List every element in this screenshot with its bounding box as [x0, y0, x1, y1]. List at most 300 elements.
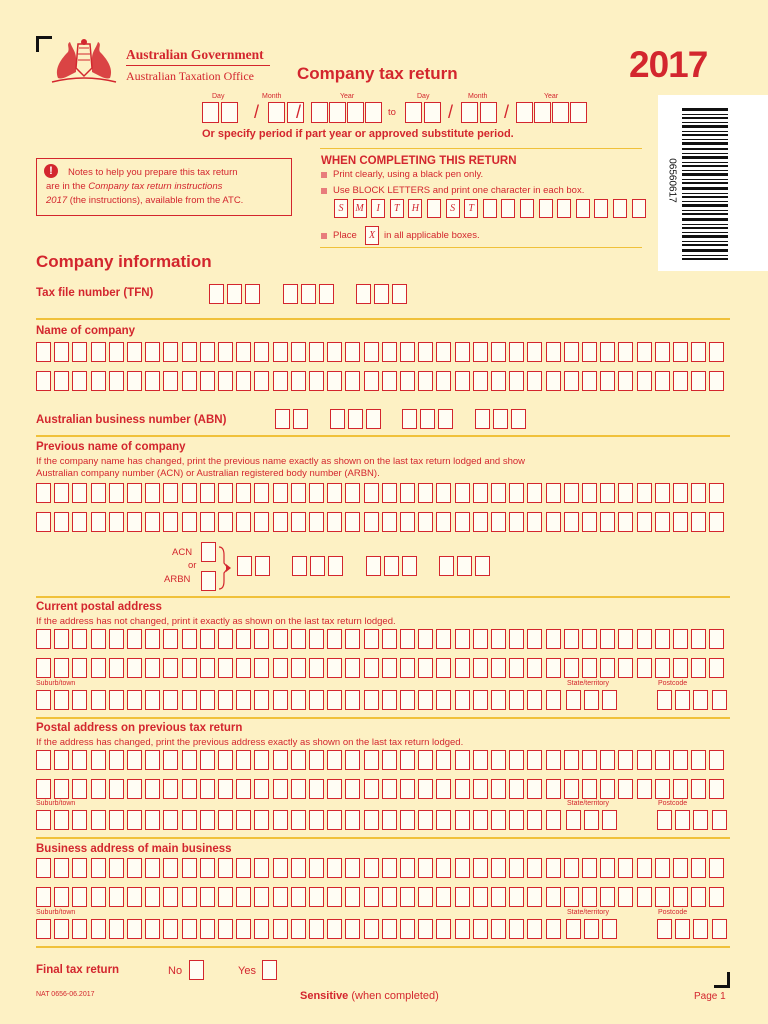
prev-postal-address-box[interactable] [327, 779, 342, 799]
company-name-box[interactable] [455, 342, 470, 362]
business-address-box[interactable] [91, 858, 106, 878]
company-name-box[interactable] [527, 371, 542, 391]
prev-postal-suburb-box[interactable] [163, 810, 178, 830]
prev-name-box[interactable] [236, 512, 251, 532]
business-address-box[interactable] [182, 858, 197, 878]
prev-postal-address-box[interactable] [564, 779, 579, 799]
prev-name-box[interactable] [491, 512, 506, 532]
company-name-box[interactable] [546, 342, 561, 362]
prev-postal-address-box[interactable] [291, 750, 306, 770]
company-name-box[interactable] [345, 371, 360, 391]
prev-postal-address-box[interactable] [691, 750, 706, 770]
prev-postal-address-box[interactable] [145, 779, 160, 799]
business-suburb-box[interactable] [509, 919, 524, 939]
abn-box[interactable] [402, 409, 417, 429]
business-address-box[interactable] [564, 858, 579, 878]
business-postcode-box[interactable] [712, 919, 727, 939]
prev-name-box[interactable] [72, 483, 87, 503]
business-suburb-box[interactable] [546, 919, 561, 939]
postal-address-box[interactable] [546, 629, 561, 649]
prev-name-box[interactable] [582, 512, 597, 532]
postal-suburb-box[interactable] [72, 690, 87, 710]
prev-name-box[interactable] [618, 512, 633, 532]
business-address-box[interactable] [109, 858, 124, 878]
postal-address-box[interactable] [182, 658, 197, 678]
company-name-box[interactable] [618, 342, 633, 362]
postal-address-box[interactable] [273, 629, 288, 649]
prev-postal-address-box[interactable] [400, 779, 415, 799]
business-address-box[interactable] [36, 858, 51, 878]
postal-address-box[interactable] [564, 658, 579, 678]
postal-suburb-box[interactable] [218, 690, 233, 710]
prev-postal-address-box[interactable] [54, 750, 69, 770]
prev-postal-address-box[interactable] [54, 779, 69, 799]
business-address-box[interactable] [400, 887, 415, 907]
postal-address-box[interactable] [327, 629, 342, 649]
postal-address-box[interactable] [473, 658, 488, 678]
prev-postal-address-box[interactable] [618, 750, 633, 770]
prev-postal-address-box[interactable] [600, 750, 615, 770]
business-address-box[interactable] [582, 887, 597, 907]
prev-postal-address-box[interactable] [564, 750, 579, 770]
prev-name-box[interactable] [400, 483, 415, 503]
final-no-checkbox[interactable] [189, 960, 204, 980]
prev-postal-address-box[interactable] [273, 779, 288, 799]
business-address-box[interactable] [254, 887, 269, 907]
prev-name-box[interactable] [655, 512, 670, 532]
prev-name-box[interactable] [54, 512, 69, 532]
prev-postal-postcode-box[interactable] [712, 810, 727, 830]
business-address-box[interactable] [655, 858, 670, 878]
postal-address-box[interactable] [200, 629, 215, 649]
company-name-box[interactable] [691, 342, 706, 362]
company-name-box[interactable] [291, 342, 306, 362]
prev-postal-address-box[interactable] [145, 750, 160, 770]
company-name-box[interactable] [527, 342, 542, 362]
prev-postal-postcode-box[interactable] [675, 810, 690, 830]
abn-box[interactable] [475, 409, 490, 429]
postal-suburb-box[interactable] [527, 690, 542, 710]
postal-address-box[interactable] [91, 658, 106, 678]
prev-name-box[interactable] [327, 512, 342, 532]
business-address-box[interactable] [109, 887, 124, 907]
business-address-box[interactable] [691, 858, 706, 878]
tfn-box[interactable] [392, 284, 407, 304]
prev-name-box[interactable] [254, 512, 269, 532]
postal-address-box[interactable] [163, 629, 178, 649]
company-name-box[interactable] [273, 371, 288, 391]
business-address-box[interactable] [691, 887, 706, 907]
acn-box[interactable] [328, 556, 343, 576]
period-from-year-box[interactable] [347, 102, 364, 123]
business-suburb-box[interactable] [327, 919, 342, 939]
prev-name-box[interactable] [491, 483, 506, 503]
company-name-box[interactable] [163, 371, 178, 391]
prev-name-box[interactable] [709, 483, 724, 503]
business-address-box[interactable] [200, 887, 215, 907]
prev-postal-address-box[interactable] [163, 779, 178, 799]
postal-state-box[interactable] [584, 690, 599, 710]
company-name-box[interactable] [327, 342, 342, 362]
company-name-box[interactable] [327, 371, 342, 391]
postal-suburb-box[interactable] [364, 690, 379, 710]
business-address-box[interactable] [527, 887, 542, 907]
business-suburb-box[interactable] [254, 919, 269, 939]
period-to-month-box[interactable] [480, 102, 497, 123]
prev-name-box[interactable] [673, 512, 688, 532]
prev-postal-address-box[interactable] [509, 779, 524, 799]
postal-postcode-box[interactable] [675, 690, 690, 710]
prev-name-box[interactable] [200, 512, 215, 532]
business-address-box[interactable] [345, 858, 360, 878]
postal-suburb-box[interactable] [345, 690, 360, 710]
company-name-box[interactable] [200, 371, 215, 391]
prev-name-box[interactable] [527, 512, 542, 532]
prev-name-box[interactable] [291, 512, 306, 532]
prev-name-box[interactable] [145, 512, 160, 532]
prev-postal-address-box[interactable] [236, 750, 251, 770]
prev-name-box[interactable] [473, 483, 488, 503]
business-address-box[interactable] [273, 858, 288, 878]
tfn-box[interactable] [209, 284, 224, 304]
company-name-box[interactable] [127, 342, 142, 362]
postal-suburb-box[interactable] [291, 690, 306, 710]
business-address-box[interactable] [127, 858, 142, 878]
prev-postal-address-box[interactable] [364, 779, 379, 799]
tfn-box[interactable] [319, 284, 334, 304]
prev-postal-address-box[interactable] [345, 750, 360, 770]
business-address-box[interactable] [418, 887, 433, 907]
period-to-day-box[interactable] [405, 102, 422, 123]
business-address-box[interactable] [236, 887, 251, 907]
acn-box[interactable] [457, 556, 472, 576]
prev-name-box[interactable] [345, 483, 360, 503]
abn-box[interactable] [493, 409, 508, 429]
prev-name-box[interactable] [91, 483, 106, 503]
tfn-box[interactable] [356, 284, 371, 304]
business-address-box[interactable] [637, 887, 652, 907]
prev-postal-address-box[interactable] [691, 779, 706, 799]
postal-address-box[interactable] [345, 629, 360, 649]
prev-postal-address-box[interactable] [436, 779, 451, 799]
postal-address-box[interactable] [455, 658, 470, 678]
prev-postal-suburb-box[interactable] [200, 810, 215, 830]
business-address-box[interactable] [491, 887, 506, 907]
abn-box[interactable] [438, 409, 453, 429]
prev-postal-address-box[interactable] [72, 750, 87, 770]
prev-name-box[interactable] [382, 512, 397, 532]
prev-name-box[interactable] [91, 512, 106, 532]
prev-name-box[interactable] [691, 512, 706, 532]
prev-postal-suburb-box[interactable] [527, 810, 542, 830]
postal-address-box[interactable] [491, 658, 506, 678]
business-address-box[interactable] [127, 887, 142, 907]
postal-suburb-box[interactable] [309, 690, 324, 710]
prev-postal-state-box[interactable] [566, 810, 581, 830]
business-address-box[interactable] [182, 887, 197, 907]
postal-address-box[interactable] [72, 658, 87, 678]
company-name-box[interactable] [91, 371, 106, 391]
prev-postal-address-box[interactable] [473, 779, 488, 799]
prev-postal-address-box[interactable] [91, 750, 106, 770]
prev-name-box[interactable] [291, 483, 306, 503]
prev-postal-address-box[interactable] [491, 750, 506, 770]
prev-name-box[interactable] [200, 483, 215, 503]
postal-address-box[interactable] [109, 658, 124, 678]
company-name-box[interactable] [473, 371, 488, 391]
postal-suburb-box[interactable] [36, 690, 51, 710]
postal-suburb-box[interactable] [236, 690, 251, 710]
acn-box[interactable] [237, 556, 252, 576]
business-suburb-box[interactable] [418, 919, 433, 939]
postal-suburb-box[interactable] [473, 690, 488, 710]
prev-name-box[interactable] [182, 512, 197, 532]
business-address-box[interactable] [455, 858, 470, 878]
prev-name-box[interactable] [673, 483, 688, 503]
postal-address-box[interactable] [236, 629, 251, 649]
business-postcode-box[interactable] [675, 919, 690, 939]
company-name-box[interactable] [691, 371, 706, 391]
prev-postal-suburb-box[interactable] [291, 810, 306, 830]
company-name-box[interactable] [436, 371, 451, 391]
prev-name-box[interactable] [655, 483, 670, 503]
abn-box[interactable] [348, 409, 363, 429]
company-name-box[interactable] [364, 371, 379, 391]
company-name-box[interactable] [182, 371, 197, 391]
prev-name-box[interactable] [546, 483, 561, 503]
business-address-box[interactable] [655, 887, 670, 907]
prev-postal-address-box[interactable] [527, 779, 542, 799]
company-name-box[interactable] [564, 342, 579, 362]
prev-postal-address-box[interactable] [600, 779, 615, 799]
prev-postal-address-box[interactable] [618, 779, 633, 799]
postal-suburb-box[interactable] [436, 690, 451, 710]
business-address-box[interactable] [709, 858, 724, 878]
business-address-box[interactable] [382, 858, 397, 878]
prev-postal-address-box[interactable] [709, 750, 724, 770]
prev-postal-address-box[interactable] [291, 779, 306, 799]
company-name-box[interactable] [127, 371, 142, 391]
prev-name-box[interactable] [473, 512, 488, 532]
prev-postal-address-box[interactable] [327, 750, 342, 770]
postal-address-box[interactable] [418, 629, 433, 649]
postal-address-box[interactable] [182, 629, 197, 649]
prev-name-box[interactable] [127, 483, 142, 503]
prev-postal-suburb-box[interactable] [109, 810, 124, 830]
prev-postal-address-box[interactable] [382, 750, 397, 770]
business-suburb-box[interactable] [400, 919, 415, 939]
prev-name-box[interactable] [455, 512, 470, 532]
prev-postal-address-box[interactable] [418, 750, 433, 770]
postal-state-box[interactable] [602, 690, 617, 710]
business-suburb-box[interactable] [127, 919, 142, 939]
prev-postal-address-box[interactable] [364, 750, 379, 770]
postal-postcode-box[interactable] [693, 690, 708, 710]
company-name-box[interactable] [418, 371, 433, 391]
prev-name-box[interactable] [400, 512, 415, 532]
company-name-box[interactable] [582, 342, 597, 362]
prev-name-box[interactable] [527, 483, 542, 503]
company-name-box[interactable] [182, 342, 197, 362]
prev-postal-address-box[interactable] [200, 779, 215, 799]
period-from-day-box[interactable] [221, 102, 238, 123]
business-address-box[interactable] [200, 858, 215, 878]
business-address-box[interactable] [491, 858, 506, 878]
prev-postal-address-box[interactable] [273, 750, 288, 770]
company-name-box[interactable] [254, 342, 269, 362]
business-suburb-box[interactable] [473, 919, 488, 939]
postal-address-box[interactable] [400, 658, 415, 678]
prev-name-box[interactable] [600, 483, 615, 503]
prev-name-box[interactable] [163, 512, 178, 532]
abn-box[interactable] [420, 409, 435, 429]
business-address-box[interactable] [72, 887, 87, 907]
postal-address-box[interactable] [91, 629, 106, 649]
prev-postal-suburb-box[interactable] [91, 810, 106, 830]
prev-name-box[interactable] [182, 483, 197, 503]
prev-postal-address-box[interactable] [254, 750, 269, 770]
postal-address-box[interactable] [72, 629, 87, 649]
business-postcode-box[interactable] [657, 919, 672, 939]
postal-address-box[interactable] [382, 658, 397, 678]
company-name-box[interactable] [618, 371, 633, 391]
prev-postal-suburb-box[interactable] [345, 810, 360, 830]
business-state-box[interactable] [584, 919, 599, 939]
postal-suburb-box[interactable] [327, 690, 342, 710]
company-name-box[interactable] [382, 371, 397, 391]
prev-name-box[interactable] [691, 483, 706, 503]
prev-postal-address-box[interactable] [91, 779, 106, 799]
period-to-year-box[interactable] [534, 102, 551, 123]
acn-box[interactable] [255, 556, 270, 576]
prev-postal-suburb-box[interactable] [382, 810, 397, 830]
postal-address-box[interactable] [364, 658, 379, 678]
prev-postal-postcode-box[interactable] [693, 810, 708, 830]
company-name-box[interactable] [36, 342, 51, 362]
business-address-box[interactable] [473, 858, 488, 878]
business-suburb-box[interactable] [309, 919, 324, 939]
business-address-box[interactable] [309, 858, 324, 878]
prev-postal-address-box[interactable] [109, 750, 124, 770]
prev-name-box[interactable] [36, 483, 51, 503]
business-suburb-box[interactable] [273, 919, 288, 939]
company-name-box[interactable] [637, 342, 652, 362]
prev-postal-suburb-box[interactable] [473, 810, 488, 830]
postal-address-box[interactable] [127, 658, 142, 678]
postal-address-box[interactable] [618, 629, 633, 649]
postal-address-box[interactable] [345, 658, 360, 678]
postal-address-box[interactable] [163, 658, 178, 678]
prev-name-box[interactable] [364, 512, 379, 532]
company-name-box[interactable] [91, 342, 106, 362]
company-name-box[interactable] [36, 371, 51, 391]
postal-suburb-box[interactable] [546, 690, 561, 710]
business-suburb-box[interactable] [36, 919, 51, 939]
prev-postal-address-box[interactable] [582, 779, 597, 799]
prev-postal-suburb-box[interactable] [236, 810, 251, 830]
postal-postcode-box[interactable] [657, 690, 672, 710]
prev-name-box[interactable] [637, 483, 652, 503]
business-address-box[interactable] [163, 858, 178, 878]
business-suburb-box[interactable] [491, 919, 506, 939]
business-address-box[interactable] [291, 858, 306, 878]
postal-address-box[interactable] [546, 658, 561, 678]
prev-name-box[interactable] [254, 483, 269, 503]
postal-address-box[interactable] [145, 629, 160, 649]
company-name-box[interactable] [109, 342, 124, 362]
business-address-box[interactable] [236, 858, 251, 878]
business-address-box[interactable] [618, 858, 633, 878]
prev-name-box[interactable] [72, 512, 87, 532]
postal-postcode-box[interactable] [712, 690, 727, 710]
business-address-box[interactable] [36, 887, 51, 907]
postal-address-box[interactable] [127, 629, 142, 649]
postal-state-box[interactable] [566, 690, 581, 710]
prev-postal-suburb-box[interactable] [418, 810, 433, 830]
acn-box[interactable] [384, 556, 399, 576]
period-to-year-box[interactable] [552, 102, 569, 123]
prev-postal-suburb-box[interactable] [309, 810, 324, 830]
postal-address-box[interactable] [382, 629, 397, 649]
postal-address-box[interactable] [36, 658, 51, 678]
business-suburb-box[interactable] [145, 919, 160, 939]
postal-address-box[interactable] [709, 629, 724, 649]
postal-suburb-box[interactable] [127, 690, 142, 710]
company-name-box[interactable] [509, 371, 524, 391]
postal-address-box[interactable] [109, 629, 124, 649]
company-name-box[interactable] [236, 342, 251, 362]
prev-postal-address-box[interactable] [709, 779, 724, 799]
prev-postal-address-box[interactable] [72, 779, 87, 799]
prev-name-box[interactable] [145, 483, 160, 503]
company-name-box[interactable] [582, 371, 597, 391]
prev-name-box[interactable] [382, 483, 397, 503]
prev-name-box[interactable] [564, 483, 579, 503]
period-to-year-box[interactable] [516, 102, 533, 123]
prev-postal-address-box[interactable] [382, 779, 397, 799]
postal-address-box[interactable] [618, 658, 633, 678]
company-name-box[interactable] [273, 342, 288, 362]
company-name-box[interactable] [54, 371, 69, 391]
postal-address-box[interactable] [527, 658, 542, 678]
company-name-box[interactable] [509, 342, 524, 362]
business-address-box[interactable] [564, 887, 579, 907]
business-address-box[interactable] [600, 887, 615, 907]
postal-suburb-box[interactable] [254, 690, 269, 710]
prev-name-box[interactable] [218, 512, 233, 532]
prev-name-box[interactable] [509, 512, 524, 532]
company-name-box[interactable] [473, 342, 488, 362]
prev-postal-suburb-box[interactable] [54, 810, 69, 830]
company-name-box[interactable] [709, 342, 724, 362]
postal-address-box[interactable] [327, 658, 342, 678]
business-address-box[interactable] [509, 858, 524, 878]
company-name-box[interactable] [145, 342, 160, 362]
acn-box[interactable] [475, 556, 490, 576]
acn-arbn-selector-box[interactable] [201, 571, 216, 591]
prev-postal-address-box[interactable] [218, 750, 233, 770]
prev-name-box[interactable] [163, 483, 178, 503]
prev-postal-address-box[interactable] [455, 779, 470, 799]
prev-postal-address-box[interactable] [200, 750, 215, 770]
period-from-year-box[interactable] [311, 102, 328, 123]
business-address-box[interactable] [54, 887, 69, 907]
company-name-box[interactable] [200, 342, 215, 362]
postal-address-box[interactable] [655, 658, 670, 678]
prev-name-box[interactable] [618, 483, 633, 503]
postal-suburb-box[interactable] [163, 690, 178, 710]
postal-suburb-box[interactable] [400, 690, 415, 710]
